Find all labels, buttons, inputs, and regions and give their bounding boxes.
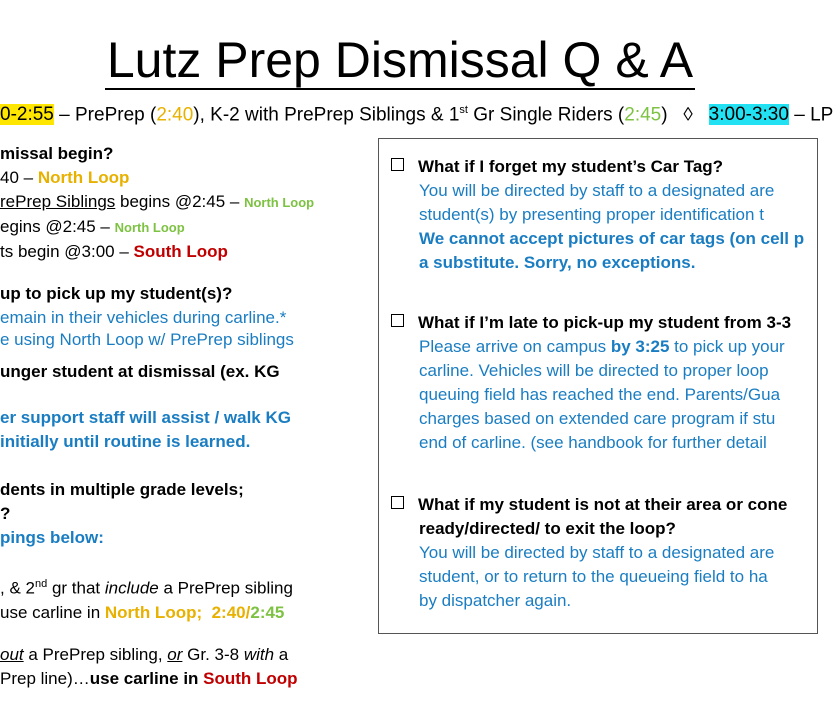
- left-line-9: unger student at dismissal (ex. KG: [0, 362, 280, 381]
- faq-answer-3: You will be directed by staff to a designated are student, or to return to the queueing field to ha by dispatcher again.: [419, 543, 775, 610]
- checkbox-bullet-icon: [391, 496, 404, 509]
- time-range-1: 0-2:55: [0, 104, 54, 126]
- left-line-8: e using North Loop w/ PrePrep siblings: [0, 330, 294, 349]
- left-line-17: out a PrePrep sibling, or Gr. 3-8 with a: [0, 644, 289, 664]
- left-line-14: pings below:: [0, 528, 104, 547]
- faq-question-3-cont: ready/directed/ to exit the loop?: [419, 519, 676, 538]
- left-line-4: egins @2:45 – North Loop: [0, 217, 185, 236]
- left-line-1: missal begin?: [0, 144, 114, 163]
- left-line-11: initially until routine is learned.: [0, 432, 251, 451]
- faq-answer-2: Please arrive on campus by 3:25 to pick up your carline. Vehicles will be directed to proper loop queuing field has reached the end. Parents/Gua charges based on extended care program if stu end of carline. (see handbook for further detail: [419, 337, 785, 452]
- faq-answer-1: You will be directed by staff to a designated are student(s) by presenting proper identification t We cannot accept pictures of car tags (on cell p a substitute. Sorry, no exceptions.: [419, 181, 805, 272]
- diamond-bullet: ◊: [683, 104, 693, 126]
- left-line-18: Prep line)…use carline in South Loop: [0, 668, 298, 688]
- left-qa-column: [0, 142, 370, 720]
- left-line-3: rePrep Siblings begins @2:45 – North Loop: [0, 192, 315, 211]
- time-range-2: 3:00-3:30: [708, 104, 789, 126]
- checkbox-bullet-icon: [391, 158, 404, 171]
- dismissal-schedule-line: 0-2:55 – PrePrep (2:40), K-2 with PrePrep Siblings & 1st Gr Single Riders (2:45) ◊ 3:00-3:30 – LP: [0, 104, 833, 126]
- left-line-2: 40 – North Loop: [0, 168, 130, 187]
- faq-question-2: What if I’m late to pick-up my student from 3-3: [391, 311, 791, 335]
- left-line-7: emain in their vehicles during carline.*: [0, 308, 287, 327]
- left-line-16: use carline in North Loop; 2:40/2:45: [0, 602, 285, 622]
- left-line-6: up to pick up my student(s)?: [0, 284, 233, 303]
- faq-question-1: What if I forget my student’s Car Tag?: [391, 155, 723, 179]
- page-title: Lutz Prep Dismissal Q & A: [106, 32, 694, 88]
- left-line-5: ts begin @3:00 – South Loop: [0, 242, 228, 261]
- faq-box: [378, 138, 818, 634]
- left-line-15: , & 2nd gr that include a PrePrep sibling: [0, 578, 293, 598]
- left-line-12: dents in multiple grade levels;: [0, 480, 244, 499]
- left-line-10: er support staff will assist / walk KG: [0, 408, 291, 427]
- checkbox-bullet-icon: [391, 314, 404, 327]
- faq-question-3: What if my student is not at their area or cone: [391, 493, 787, 517]
- left-line-13: ?: [0, 504, 11, 523]
